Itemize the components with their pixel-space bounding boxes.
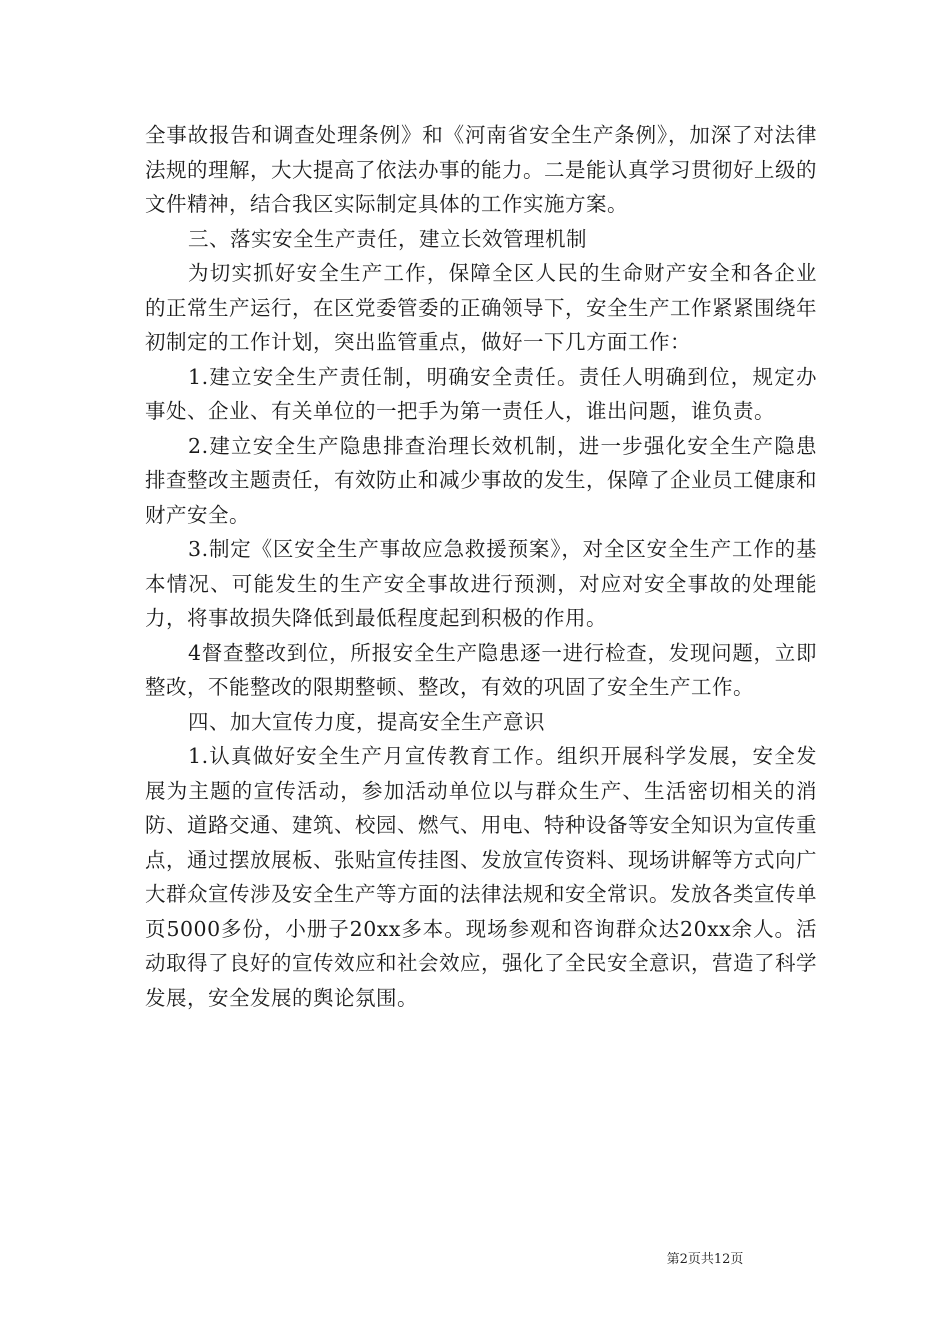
page-number-label: 第2页共12页 — [666, 1252, 744, 1267]
list-item-2: 2.建立安全生产隐患排查治理长效机制，进一步强化安全生产隐患排查整改主题责任，有效防止和减少事故的发生，保障了企业员工健康和财产安全。 — [145, 433, 817, 527]
section-heading-4: 四、加大宣传力度，提高安全生产意识 — [188, 709, 546, 734]
paragraph-intro: 为切实抓好安全生产工作，保障全区人民的生命财产安全和各企业的正常生产运行，在区党委管委的正确领导下，安全生产工作紧紧围绕年初制定的工作计划，突出监管重点，做好一下几方面工作： — [145, 261, 817, 354]
section-heading-3: 三、落实安全生产责任，建立长效管理机制 — [188, 226, 588, 251]
paragraph-publicity: 1.认真做好安全生产月宣传教育工作。组织开展科学发展，安全发展为主题的宣传活动，参加活动单位以与群众生产、生活密切相关的消防、道路交通、建筑、校园、燃气、用电、特种设备等安全知识为宣传重点，通过摆放展板、张贴宣传挂图、发放宣传资料、现场讲解等方式向广大群众宣传涉及安全生产等方面的法律法规和安全常识。发放各类宣传单页5000多份，小册子20xx多本。现场参观和咨询群众达20xx余人。活动取得了良好的宣传效应和社会效应，强化了全民安全意识，营造了科学发展，安全发展的舆论氛围。 — [145, 744, 817, 1010]
list-item-1: 1.建立安全生产责任制，明确安全责任。责任人明确到位，规定办事处、企业、有关单位的一把手为第一责任人，谁出问题，谁负责。 — [145, 364, 817, 423]
document-body — [145, 118, 817, 1015]
list-item-3: 3.制定《区安全生产事故应急救援预案》，对全区安全生产工作的基本情况、可能发生的生产安全事故进行预测，对应对安全事故的处理能力，将事故损失降低到最低程度起到积极的作用。 — [145, 537, 817, 630]
paragraph-continuation: 全事故报告和调查处理条例》和《河南省安全生产条例》，加深了对法律法规的理解，大大提高了依法办事的能力。二是能认真学习贯彻好上级的文件精神，结合我区实际制定具体的工作实施方案。 — [145, 123, 817, 216]
page-footer — [0, 1248, 950, 1267]
list-item-4: 4督查整改到位，所报安全生产隐患逐一进行检查，发现问题，立即整改，不能整改的限期整顿、整改，有效的巩固了安全生产工作。 — [145, 640, 817, 699]
